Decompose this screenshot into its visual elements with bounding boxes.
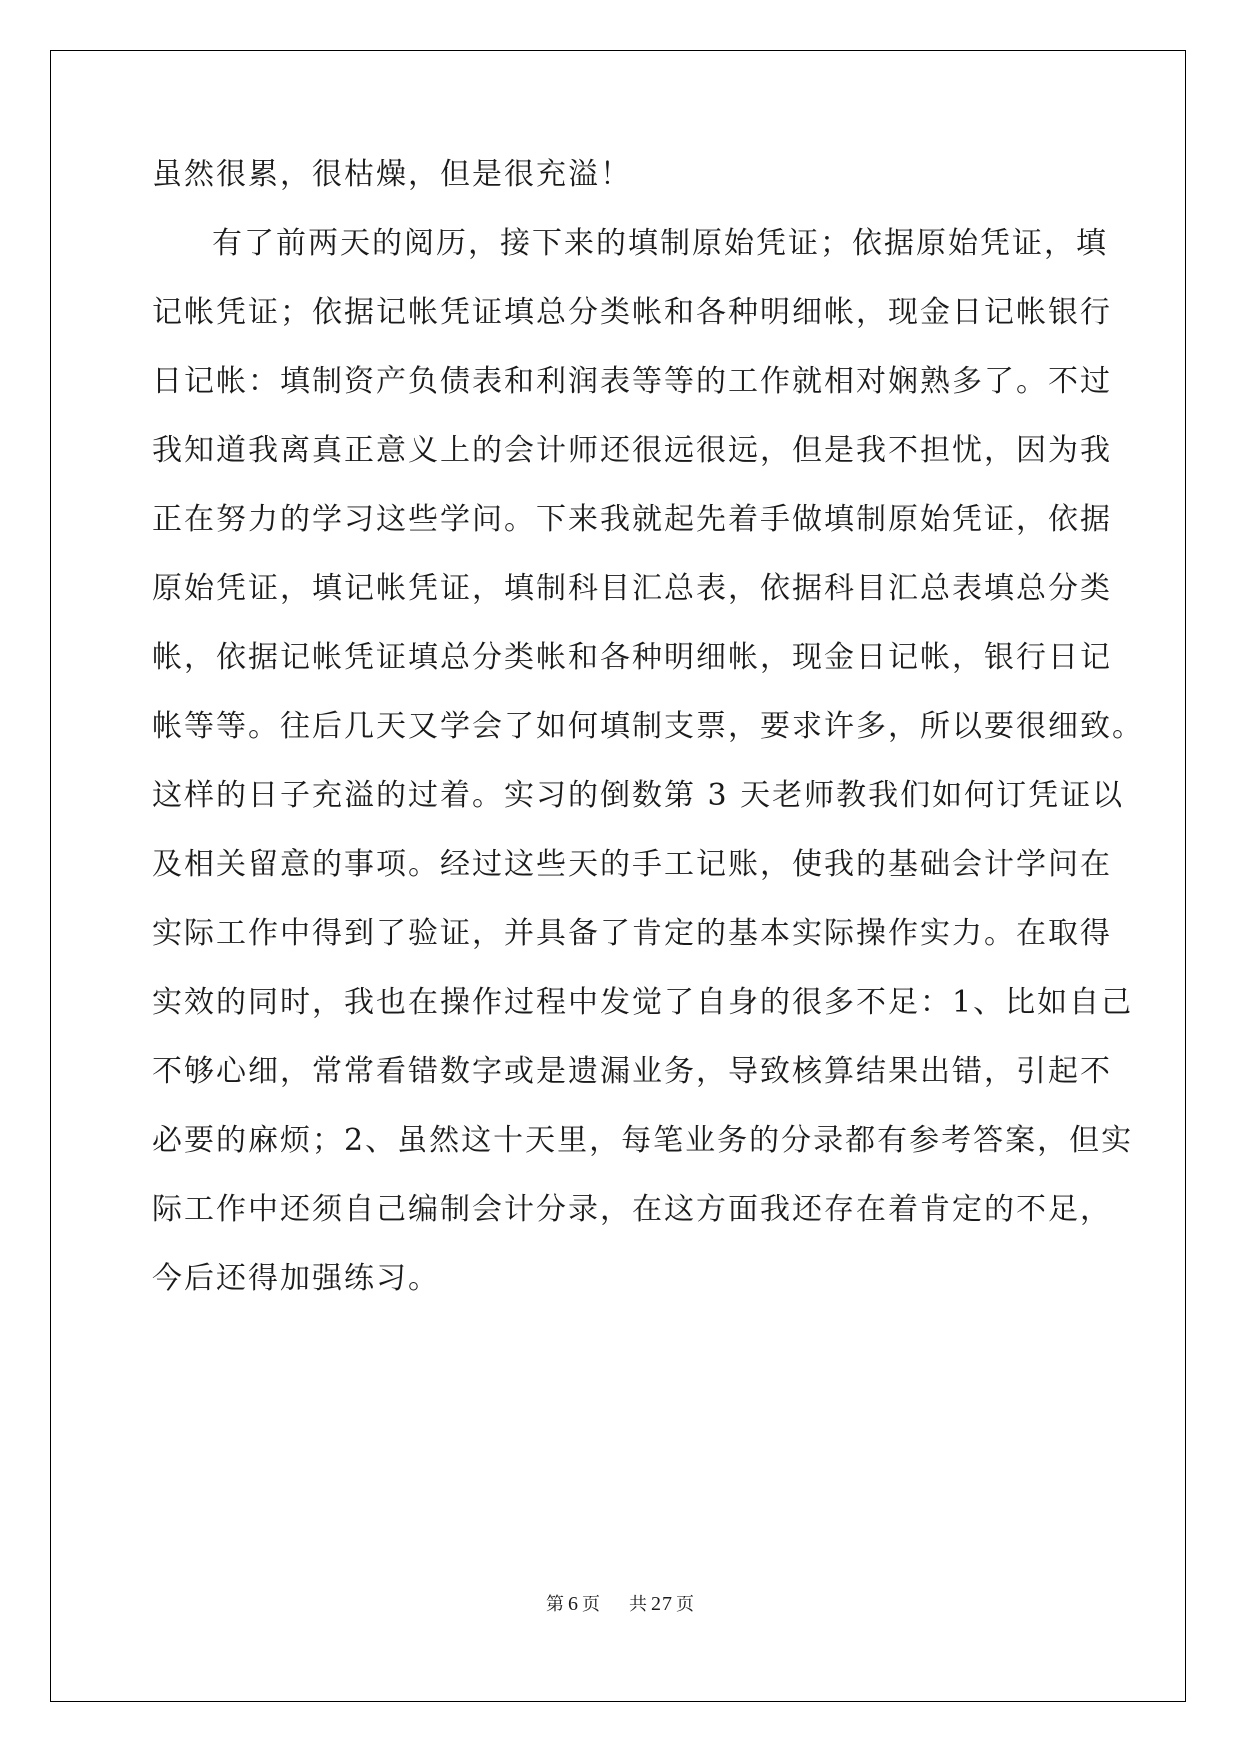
paragraph-line: 际工作中还须自己编制会计分录，在这方面我还存在着肯定的不足， [152, 1192, 1112, 1227]
paragraph-line: 必要的麻烦；2、虽然这十天里，每笔业务的分录都有参考答案，但实 [152, 1123, 1134, 1158]
paragraph-line: 虽然很累，很枯燥，但是很充溢！ [152, 157, 632, 192]
page-suffix: 页 [582, 1594, 601, 1615]
paragraph-line: 不够心细，常常看错数字或是遗漏业务，导致核算结果出错，引起不 [152, 1054, 1112, 1089]
paragraph-line: 及相关留意的事项。经过这些天的手工记账，使我的基础会计学问在 [152, 847, 1112, 882]
paragraph-line: 日记帐：填制资产负债表和利润表等等的工作就相对娴熟多了。不过 [152, 364, 1112, 399]
paragraph-line: 实效的同时，我也在操作过程中发觉了自身的很多不足：1、比如自己 [152, 985, 1134, 1020]
paragraph-line: 帐，依据记帐凭证填总分类帐和各种明细帐，现金日记帐，银行日记 [152, 640, 1112, 675]
paragraph-line: 有了前两天的阅历，接下来的填制原始凭证；依据原始凭证，填 [212, 226, 1108, 261]
paragraph-line: 实际工作中得到了验证，并具备了肯定的基本实际操作实力。在取得 [152, 916, 1112, 951]
paragraph-line: 帐等等。往后几天又学会了如何填制支票，要求许多，所以要很细致。 [152, 709, 1144, 744]
paragraph-line: 我知道我离真正意义上的会计师还很远很远，但是我不担忧，因为我 [152, 433, 1112, 468]
paragraph-line: 原始凭证，填记帐凭证，填制科目汇总表，依据科目汇总表填总分类 [152, 571, 1112, 606]
paragraph-line: 记帐凭证；依据记帐凭证填总分类帐和各种明细帐，现金日记帐银行 [152, 295, 1112, 330]
page-prefix: 第 [546, 1594, 565, 1615]
total-pages: 27 [651, 1593, 673, 1615]
paragraph-line: 今后还得加强练习。 [152, 1261, 440, 1296]
page-footer [0, 1592, 1241, 1617]
total-prefix: 共 [629, 1594, 648, 1615]
total-suffix: 页 [676, 1594, 695, 1615]
paragraph-line: 这样的日子充溢的过着。实习的倒数第 3 天老师教我们如何订凭证以 [152, 778, 1125, 813]
page-number: 6 [568, 1593, 579, 1615]
paragraph-line: 正在努力的学习这些学问。下来我就起先着手做填制原始凭证，依据 [152, 502, 1112, 537]
